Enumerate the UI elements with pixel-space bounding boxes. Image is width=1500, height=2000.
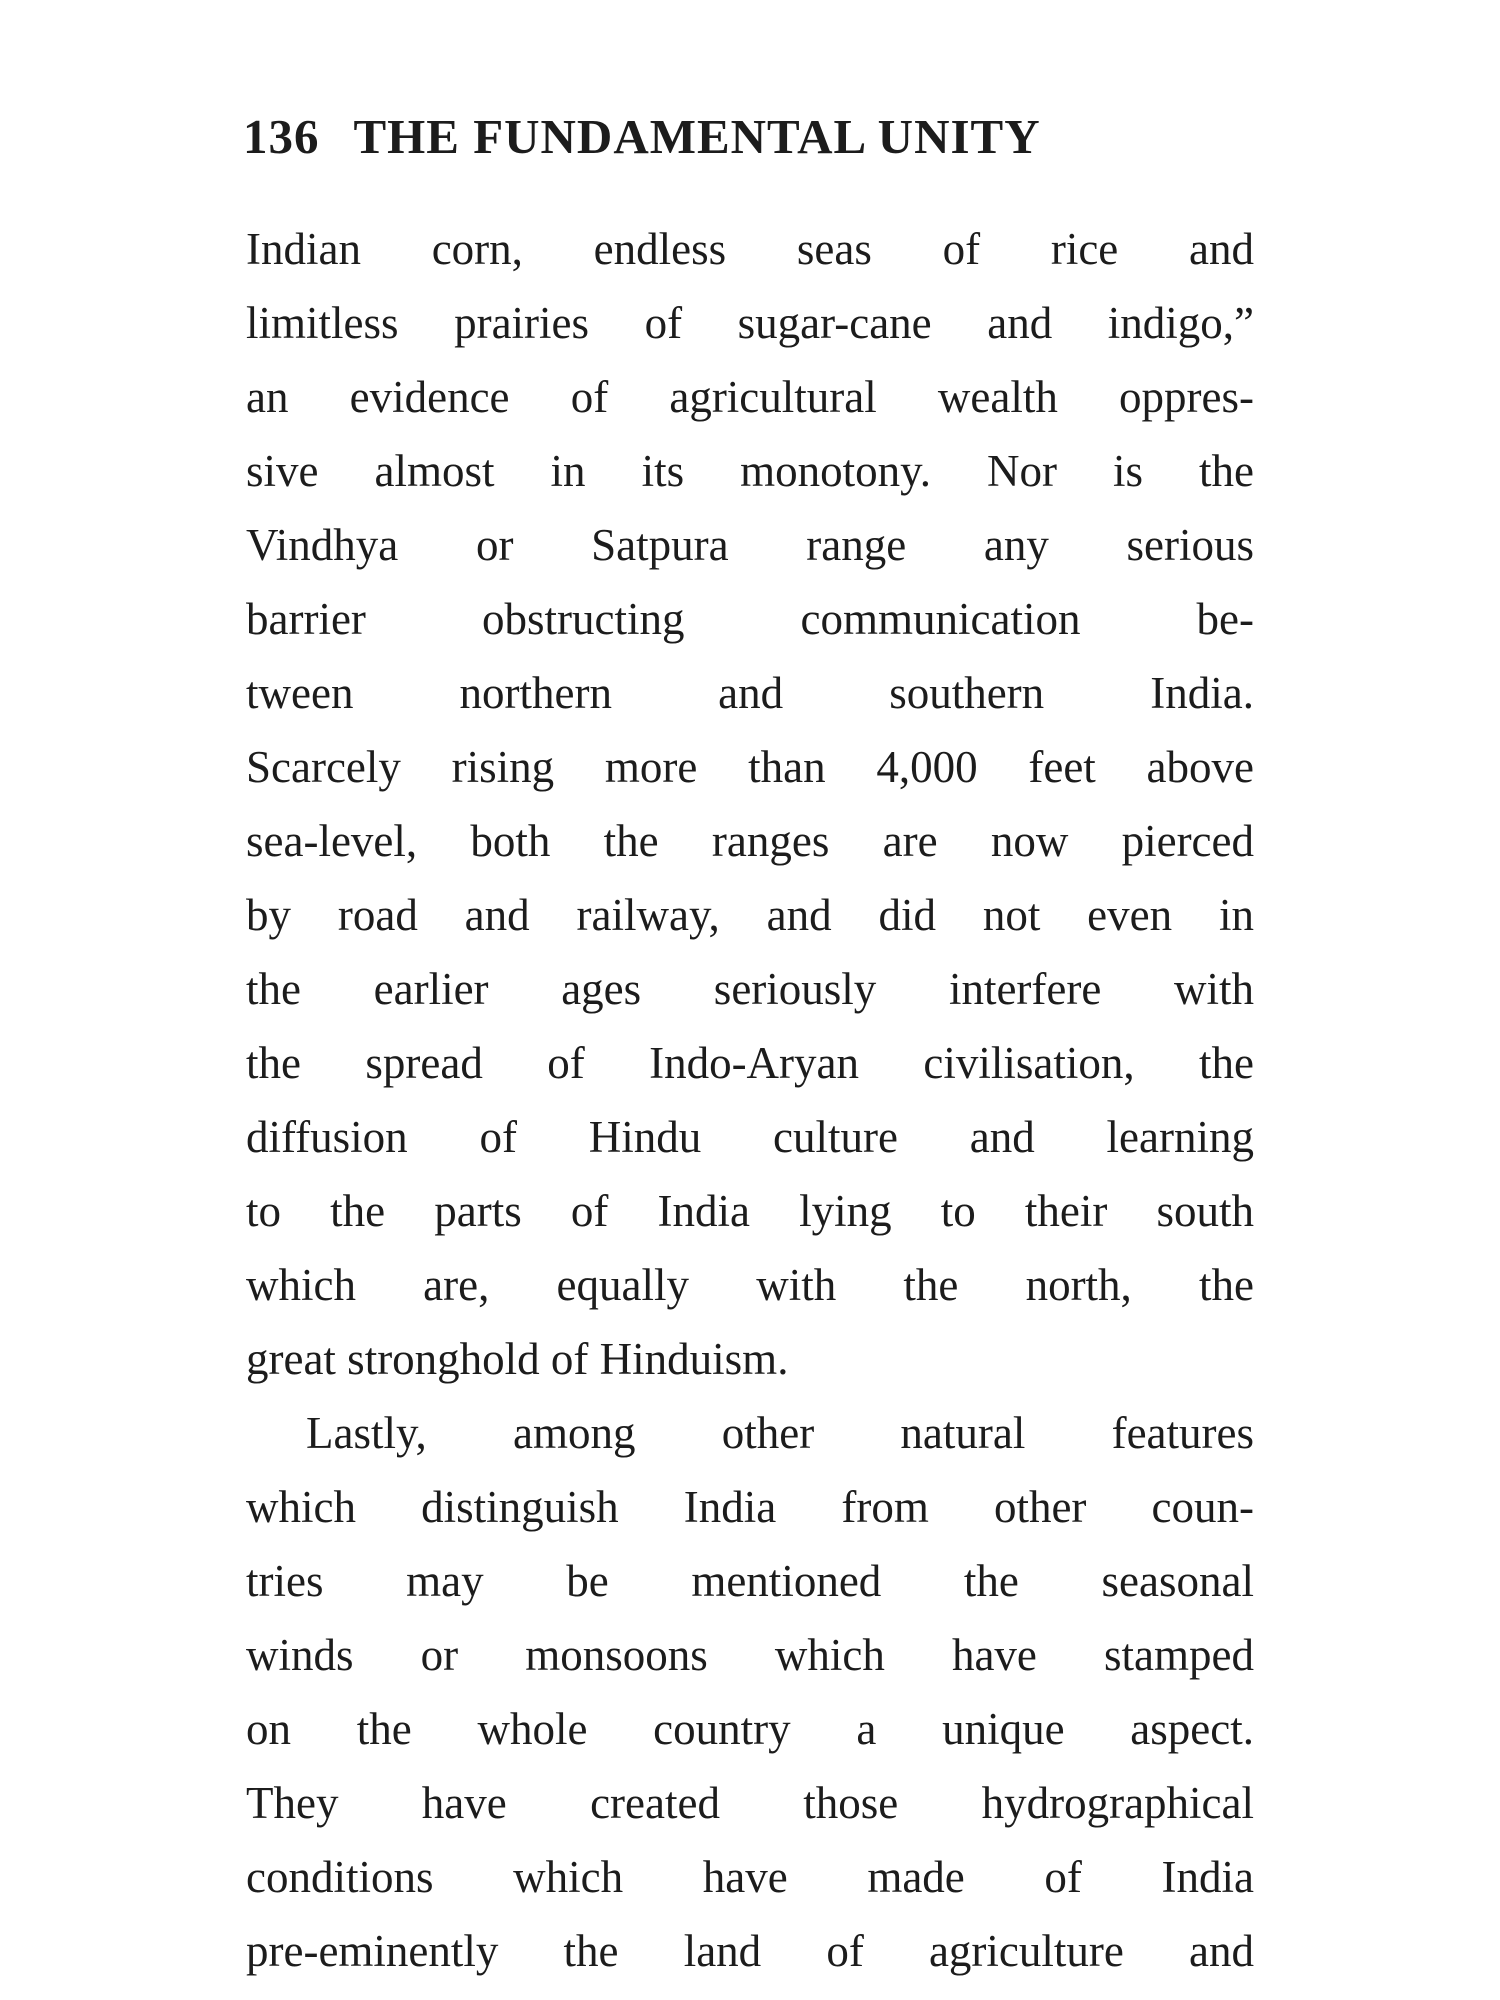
text-line: Indian corn, endless seas of rice and: [246, 224, 1254, 274]
text-line: Vindhya or Satpura range any serious: [246, 520, 1254, 570]
text-line: limitless prairies of sugar-cane and indigo,”: [246, 298, 1254, 348]
text-line: which are, equally with the north, the: [246, 1260, 1254, 1310]
running-title: THE FUNDAMENTAL UNITY: [353, 109, 1041, 164]
text-line: conditions which have made of India: [246, 1852, 1254, 1902]
paragraph-start-line: Lastly, among other natural features: [306, 1408, 1254, 1458]
text-line: Scarcely rising more than 4,000 feet above: [246, 742, 1254, 792]
text-line: the spread of Indo-Aryan civilisation, the: [246, 1038, 1254, 1088]
body-text: [246, 212, 1254, 1988]
running-header: [243, 108, 1253, 188]
text-line: tween northern and southern India.: [246, 668, 1254, 718]
text-line: winds or monsoons which have stamped: [246, 1630, 1254, 1680]
text-line: on the whole country a unique aspect.: [246, 1704, 1254, 1754]
text-line: great stronghold of Hinduism.: [246, 1334, 789, 1384]
text-line: pre-eminently the land of agriculture and: [246, 1926, 1254, 1976]
page-number: 136: [243, 109, 320, 164]
text-line: barrier obstructing communication be-: [246, 594, 1254, 644]
text-line: sea-level, both the ranges are now pierced: [246, 816, 1254, 866]
text-line: sive almost in its monotony. Nor is the: [246, 446, 1254, 496]
text-line: diffusion of Hindu culture and learning: [246, 1112, 1254, 1162]
text-line: They have created those hydrographical: [246, 1778, 1254, 1828]
text-line: by road and railway, and did not even in: [246, 890, 1254, 940]
text-line: the earlier ages seriously interfere with: [246, 964, 1254, 1014]
text-line: an evidence of agricultural wealth oppres-: [246, 372, 1254, 422]
text-line: which distinguish India from other coun-: [246, 1482, 1254, 1532]
text-line: to the parts of India lying to their south: [246, 1186, 1254, 1236]
text-line: tries may be mentioned the seasonal: [246, 1556, 1254, 1606]
